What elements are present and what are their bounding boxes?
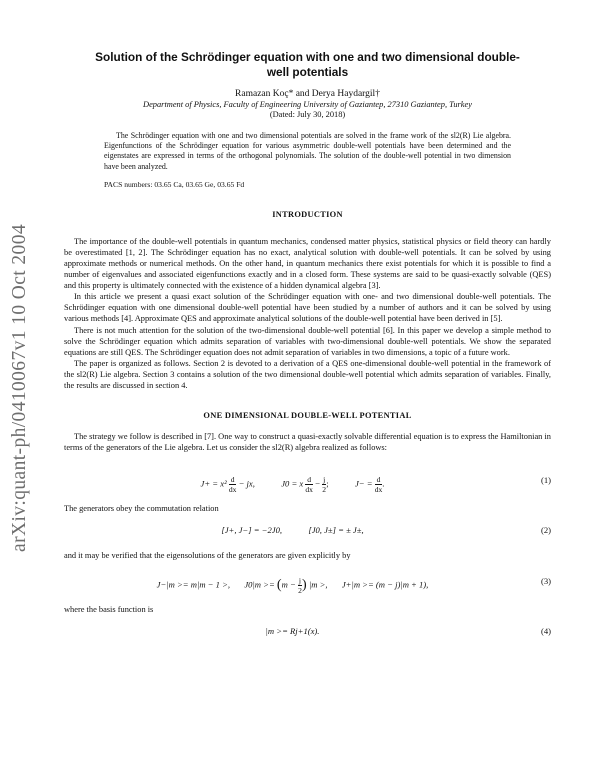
intro-paragraph-3: There is not much attention for the solution of the two-dimensional double-well potential [6]. In this paper we develop a simple method to solve the Schrödinger equation which admits separation of variables with two-dimensional double-well potentials. We show the separated equations are still QES. The Schrödinger equation does not admit separation of variables in two dimensions, a topic of a future work. [64,325,551,357]
paper-page [64,50,551,651]
section-heading-one-dimensional: ONE DIMENSIONAL DOUBLE-WELL POTENTIAL [203,411,412,421]
equation-3: J−|m >= m|m − 1 >, J0|m >= (m − $\frac{j}{2}$ ) |m >, J+|m >= (m − j)|m + 1), (3) [156,575,551,595]
equation-number-4: (4) [540,625,551,636]
affiliation: Department of Physics, Faculty of Engineering University of Gaziantep, 27310 Gaziantep, Turkey [143,100,472,109]
arxiv-sidebar [0,0,40,776]
basis-function-text: where the basis function is [64,604,154,614]
date-line: (Dated: July 30, 2018) [269,110,346,119]
eigensolutions-text: and it may be verified that the eigensolutions of the generators are given explicitly by [64,551,351,561]
equation-4: |m >= Rj+1(x). (4) [265,625,551,636]
commutation-text: The generators obey the commutation relation [64,504,219,514]
section2-intro: The strategy we follow is described in [7]. One way to construct a quasi-exactly solvable differential equation is to express the Hamiltonian in terms of the generators of the Lie algebra. Let us consider the sl2(R) algebra realized as follows: [64,432,551,453]
equation-number-2: (2) [540,525,551,536]
intro-paragraph-2: In this article we present a quasi exact solution of the Schrödinger equation with one- and two dimensional double-well potentials. The Schrödinger equation with one dimensional double-well potential have been studied by a number of authors and it can be solved by using various methods [4]. Approximate QES and approximate analytical solutions of the double-well potential have been derived in [5]. [64,292,551,324]
equation-number-1: (1) [540,475,551,486]
paper-title: Solution of the Schrödinger equation with one and two dimensional double-well potentials [95,50,520,79]
pacs-numbers: PACS numbers: 03.65 Ca, 03.65 Ge, 03.65 Fd [104,179,245,189]
arxiv-identifier: arXiv:quant-ph/0410067v1 10 Oct 2004 [9,224,30,552]
equation-number-3: (3) [540,575,551,586]
intro-paragraph-4: The paper is organized as follows. Section 2 is devoted to a derivation of a QES one-dimensional double-well potential in the framework of the sl2(R) Lie algebra. Section 3 contains a solution of the two dimensional double-well potential which admits separation of variables. Finally, the results are discussed in section 4. [64,358,551,391]
abstract: The Schrödinger equation with one and two dimensional potentials are solved in the frame work of the sl2(R) Lie algebra. Eigenfunctions of the Schrödinger equation for various asymmetric double-well potentials have been determined and the eigenstates are expressed in terms of the orthogonal polynomials. The solution of the double-well potential in two dimension have been analyzed. [104,131,511,171]
author-list: Ramazan Koç* and Derya Haydargil† [235,89,380,99]
equation-1: J+ = x² $\frac{d}{dx}$ − jx, J0 = x $\frac{d}{dx}$ − $\frac{j}{2}$ ; J− = $\frac{d}{dx}$ . (1) [200,475,551,495]
intro-paragraph-1: The importance of the double-well potentials in quantum mechanics, condensed matter physics, statistical physics or field theory can hardly be overestimated [1, 2]. The Schrödinger equation has no exact, analytical solution with double-well potentials. It can be solved by using approximate methods or numerical methods. On the other hand, in quantum mechanics there exist potentials for which it is possible to find a number of eigenvalues and associated eigenfunctions exactly and in a closed form. These systems are said to be quasi-exactly solvable (QES) and this property is ultimately connected with the existence of a hidden dynamical algebra [3]. [64,236,551,291]
section-heading-introduction: INTRODUCTION [272,209,343,219]
equation-2: [J+, J−] = −2J0, [J0, J±] = ± J±, (2) [221,525,551,536]
